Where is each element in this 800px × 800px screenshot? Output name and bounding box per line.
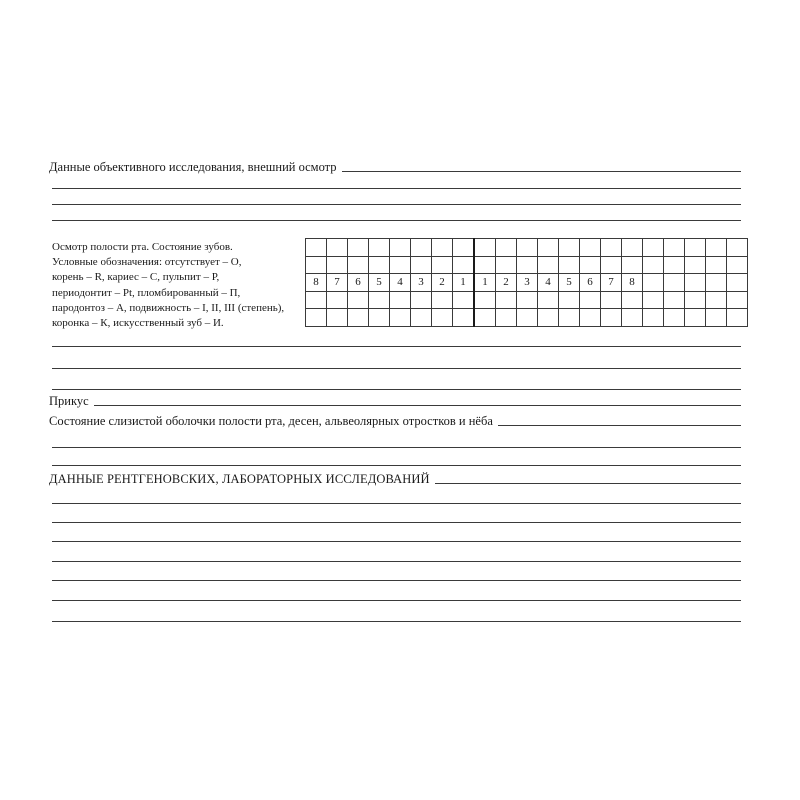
tooth-number-cell: 2 (432, 274, 453, 292)
tooth-status-cell[interactable] (474, 291, 496, 309)
tooth-status-cell[interactable] (685, 309, 706, 327)
tooth-status-cell[interactable] (411, 256, 432, 274)
legend-line: корень – R, кариес – С, пульпит – Р, (52, 271, 220, 284)
tooth-status-cell[interactable] (643, 239, 664, 257)
tooth-status-cell[interactable] (432, 309, 453, 327)
tooth-status-cell[interactable] (580, 309, 601, 327)
xray-line-4[interactable] (52, 561, 741, 562)
tooth-status-cell[interactable] (474, 256, 496, 274)
tooth-status-cell[interactable] (390, 309, 411, 327)
tooth-status-cell[interactable] (538, 291, 559, 309)
external-exam-line-3[interactable] (52, 220, 741, 221)
tooth-status-cell[interactable] (306, 256, 327, 274)
oral-exam-line-2[interactable] (52, 368, 741, 369)
tooth-status-cell[interactable] (348, 256, 369, 274)
tooth-status-cell[interactable] (327, 309, 348, 327)
external-exam-line-2[interactable] (52, 204, 741, 205)
tooth-status-cell[interactable] (474, 239, 496, 257)
external-exam-field[interactable] (49, 160, 741, 174)
tooth-status-cell[interactable] (727, 239, 748, 257)
tooth-status-cell[interactable] (369, 309, 390, 327)
tooth-number-cell (643, 274, 664, 292)
tooth-status-cell[interactable] (369, 239, 390, 257)
tooth-number-row (306, 274, 748, 292)
tooth-status-cell[interactable] (369, 256, 390, 274)
tooth-status-cell[interactable] (580, 256, 601, 274)
tooth-number-cell: 3 (411, 274, 432, 292)
tooth-status-cell[interactable] (538, 309, 559, 327)
tooth-status-cell[interactable] (622, 239, 643, 257)
tooth-status-cell[interactable] (580, 291, 601, 309)
legend-line: коронка – К, искусственный зуб – И. (52, 317, 224, 330)
tooth-status-cell[interactable] (411, 291, 432, 309)
xray-line-1[interactable] (52, 503, 741, 504)
tooth-number-cell: 1 (474, 274, 496, 292)
oral-exam-line-1[interactable] (52, 346, 741, 347)
tooth-status-cell[interactable] (453, 239, 475, 257)
tooth-status-cell[interactable] (664, 256, 685, 274)
xray-field[interactable] (49, 472, 741, 486)
tooth-status-cell[interactable] (390, 256, 411, 274)
xray-line-6[interactable] (52, 600, 741, 601)
external-exam-label: Данные объективного исследования, внешний осмотр (49, 160, 337, 174)
tooth-status-cell[interactable] (601, 239, 622, 257)
xray-line-5[interactable] (52, 580, 741, 581)
legend-line: пародонтоз – А, подвижность – I, II, III (степень), (52, 301, 285, 314)
xray-line-3[interactable] (52, 541, 741, 542)
tooth-status-cell[interactable] (580, 239, 601, 257)
tooth-status-cell[interactable] (559, 239, 580, 257)
tooth-status-cell[interactable] (306, 309, 327, 327)
tooth-number-cell (706, 274, 727, 292)
tooth-number-cell: 8 (306, 274, 327, 292)
tooth-status-cell[interactable] (622, 256, 643, 274)
tooth-status-cell[interactable] (685, 256, 706, 274)
tooth-status-cell[interactable] (706, 239, 727, 257)
tooth-status-cell[interactable] (664, 239, 685, 257)
tooth-status-cell[interactable] (622, 291, 643, 309)
bite-input-line[interactable] (94, 394, 741, 406)
tooth-number-cell: 8 (622, 274, 643, 292)
tooth-status-row (306, 256, 748, 274)
tooth-number-cell: 1 (453, 274, 475, 292)
tooth-status-cell[interactable] (496, 256, 517, 274)
tooth-status-cell[interactable] (706, 291, 727, 309)
tooth-status-cell[interactable] (306, 291, 327, 309)
tooth-status-cell[interactable] (517, 239, 538, 257)
bite-field[interactable] (49, 394, 741, 408)
tooth-status-cell[interactable] (727, 291, 748, 309)
tooth-number-cell (685, 274, 706, 292)
tooth-status-cell[interactable] (432, 239, 453, 257)
tooth-status-cell[interactable] (369, 291, 390, 309)
legend-line: Условные обозначения: отсутствует – О, (52, 256, 242, 269)
tooth-number-cell: 7 (601, 274, 622, 292)
tooth-status-cell[interactable] (664, 291, 685, 309)
tooth-status-cell[interactable] (390, 291, 411, 309)
xray-input-line[interactable] (435, 472, 741, 484)
legend-line: периодонтит – Pt, пломбированный – П, (52, 286, 241, 299)
tooth-status-cell[interactable] (496, 309, 517, 327)
tooth-status-cell[interactable] (432, 291, 453, 309)
tooth-status-cell[interactable] (517, 291, 538, 309)
tooth-number-cell: 2 (496, 274, 517, 292)
tooth-status-row (306, 309, 748, 327)
tooth-status-cell[interactable] (327, 239, 348, 257)
tooth-status-cell[interactable] (601, 256, 622, 274)
tooth-status-cell[interactable] (622, 309, 643, 327)
tooth-number-cell: 3 (517, 274, 538, 292)
tooth-status-cell[interactable] (348, 291, 369, 309)
legend-line: Осмотр полости рта. Состояние зубов. (52, 241, 233, 253)
bite-label: Прикус (49, 394, 89, 408)
tooth-status-cell[interactable] (706, 309, 727, 327)
tooth-status-cell[interactable] (411, 239, 432, 257)
tooth-status-cell[interactable] (706, 256, 727, 274)
tooth-status-cell[interactable] (517, 309, 538, 327)
tooth-status-row (306, 291, 748, 309)
tooth-number-cell (664, 274, 685, 292)
tooth-status-cell[interactable] (727, 309, 748, 327)
tooth-number-cell: 5 (369, 274, 390, 292)
tooth-status-cell[interactable] (538, 239, 559, 257)
tooth-status-row (306, 239, 748, 257)
tooth-status-cell[interactable] (348, 239, 369, 257)
mucosa-label: Состояние слизистой оболочки полости рта, десен, альвеолярных отростков и нёба (49, 414, 493, 428)
tooth-status-cell[interactable] (411, 309, 432, 327)
tooth-status-cell[interactable] (601, 291, 622, 309)
tooth-status-cell[interactable] (559, 309, 580, 327)
oral-exam-line-3[interactable] (52, 389, 741, 390)
tooth-status-cell[interactable] (601, 309, 622, 327)
tooth-number-cell: 5 (559, 274, 580, 292)
xray-line-2[interactable] (52, 522, 741, 523)
external-exam-input-line[interactable] (342, 160, 741, 172)
oral-exam-legend (52, 240, 302, 331)
mucosa-input-line[interactable] (498, 414, 741, 426)
tooth-status-cell[interactable] (643, 256, 664, 274)
tooth-number-cell: 6 (348, 274, 369, 292)
tooth-status-cell[interactable] (727, 256, 748, 274)
tooth-status-cell[interactable] (559, 256, 580, 274)
tooth-status-cell[interactable] (559, 291, 580, 309)
xray-label: ДАННЫЕ РЕНТГЕНОВСКИХ, ЛАБОРАТОРНЫХ ИССЛЕДОВАНИЙ (49, 472, 430, 486)
tooth-status-cell[interactable] (643, 291, 664, 309)
tooth-status-cell[interactable] (685, 291, 706, 309)
tooth-status-cell[interactable] (643, 309, 664, 327)
xray-line-7[interactable] (52, 621, 741, 622)
tooth-status-cell[interactable] (327, 291, 348, 309)
tooth-status-cell[interactable] (496, 239, 517, 257)
tooth-status-cell[interactable] (453, 291, 475, 309)
tooth-status-cell[interactable] (685, 239, 706, 257)
tooth-status-cell[interactable] (348, 309, 369, 327)
tooth-status-cell[interactable] (664, 309, 685, 327)
dental-chart-grid (305, 238, 748, 327)
mucosa-line-2[interactable] (52, 465, 741, 466)
tooth-number-cell (727, 274, 748, 292)
tooth-status-cell[interactable] (390, 239, 411, 257)
tooth-status-cell[interactable] (432, 256, 453, 274)
tooth-status-cell[interactable] (306, 239, 327, 257)
mucosa-field[interactable] (49, 414, 741, 428)
tooth-status-cell[interactable] (453, 256, 475, 274)
tooth-number-cell: 4 (390, 274, 411, 292)
tooth-number-cell: 4 (538, 274, 559, 292)
tooth-status-cell[interactable] (538, 256, 559, 274)
tooth-status-cell[interactable] (496, 291, 517, 309)
tooth-number-cell: 6 (580, 274, 601, 292)
tooth-status-cell[interactable] (327, 256, 348, 274)
tooth-status-cell[interactable] (474, 309, 496, 327)
tooth-number-cell: 7 (327, 274, 348, 292)
mucosa-line-1[interactable] (52, 447, 741, 448)
tooth-status-cell[interactable] (517, 256, 538, 274)
tooth-status-cell[interactable] (453, 309, 475, 327)
external-exam-line-1[interactable] (52, 188, 741, 189)
